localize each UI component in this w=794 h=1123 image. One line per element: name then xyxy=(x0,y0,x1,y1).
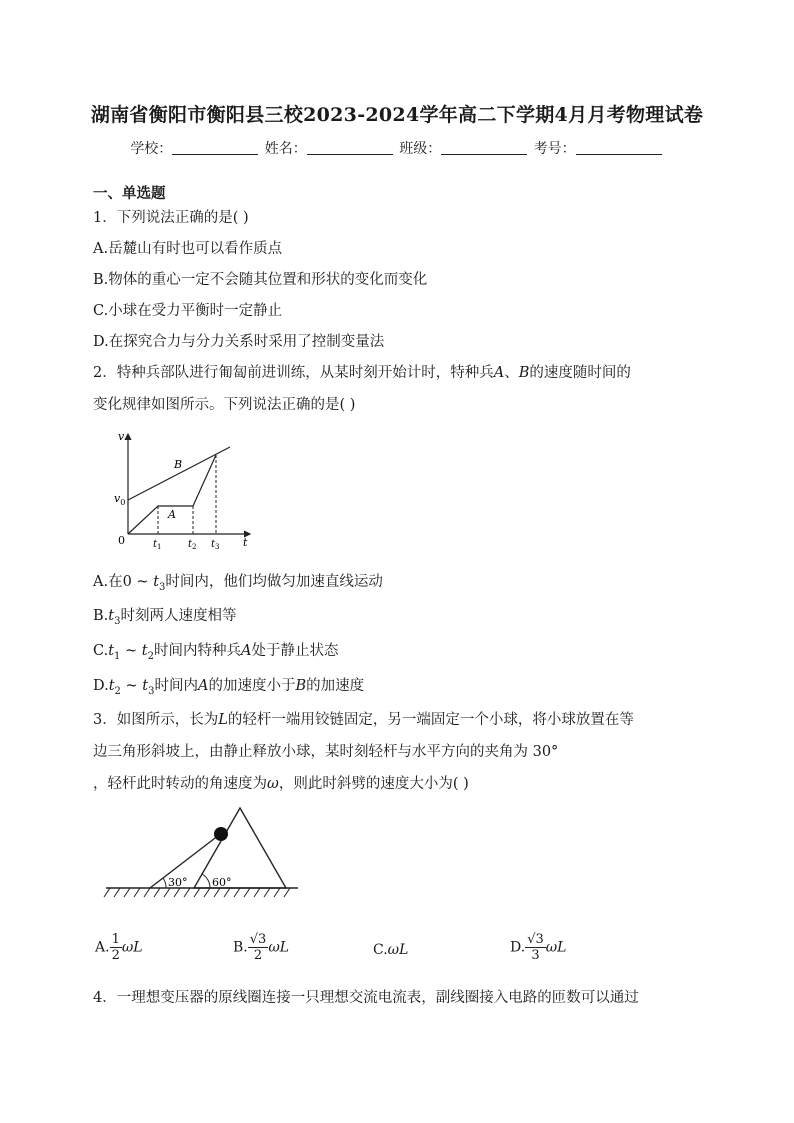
exam-number-label: 考号： xyxy=(533,141,576,157)
q3-option-a: A. $\frac{1}{2}$ ωL xyxy=(95,932,143,963)
q2-stem-var-a: A xyxy=(493,365,505,381)
angle-30-label: 30° xyxy=(168,876,188,889)
section-heading: 一、单选题 xyxy=(93,185,166,202)
q1-option-c: C.小球在受力平衡时一定静止 xyxy=(93,303,283,319)
small-ball xyxy=(214,827,228,841)
student-info-line xyxy=(0,138,794,158)
t-axis-label: t xyxy=(243,536,248,549)
t3-label: $t_3$ xyxy=(211,539,220,551)
angle-arc-30 xyxy=(163,878,166,888)
exam-title: 湖南省衡阳市衡阳县三校2023-2024学年高二下学期4月月考物理试卷 xyxy=(90,104,704,126)
line-a xyxy=(128,455,216,534)
incline-figure xyxy=(100,802,300,908)
q2-option-d: $D.t_2$ ~ $t_3$时间内A的加速度小于B的加速度 xyxy=(93,678,365,697)
angle-60-label: 60° xyxy=(212,876,232,889)
school-blank[interactable] xyxy=(172,140,258,155)
line-a-label: A xyxy=(168,508,176,521)
ground-hatch xyxy=(104,888,290,897)
t1-label: $t_1$ xyxy=(153,539,162,551)
triangle-incline xyxy=(194,808,286,888)
q3-option-b: B. $\frac{√3}{2}$ ωL xyxy=(233,932,290,963)
q1-option-b: B.物体的重心一定不会随其位置和形状的变化而变化 xyxy=(93,272,428,288)
name-label: 姓名： xyxy=(264,141,307,157)
q3-stem-line3: ，轻杆此时转动的角速度为ω，则此时斜劈的速度大小为( ) xyxy=(93,776,469,792)
q3-option-c: C.ωL xyxy=(373,942,409,958)
t2-label: $t_2$ xyxy=(188,539,197,551)
origin-label: 0 xyxy=(118,534,125,547)
q1-stem: 1．下列说法正确的是( ) xyxy=(93,210,249,226)
q2-option-b: $B.t_3$时刻两人速度相等 xyxy=(93,608,237,627)
school-label: 学校： xyxy=(130,141,173,157)
angle-arc-60 xyxy=(202,874,210,888)
v0-label: $v_0$ xyxy=(114,492,126,507)
q2-stem-line1 xyxy=(93,361,631,382)
q2-stem-line2: 变化规律如图所示。下列说法正确的是( ) xyxy=(93,397,356,413)
v-axis-label: v xyxy=(118,430,125,443)
q1-option-a: A.岳麓山有时也可以看作质点 xyxy=(93,241,283,257)
q2-stem-text-a: 2．特种兵部队进行匍匐前进训练，从某时刻开始计时，特种兵 xyxy=(93,365,494,381)
q2-stem-var-b: B xyxy=(518,365,530,381)
line-b xyxy=(128,447,230,500)
q1-option-d: D.在探究合力与分力关系时采用了控制变量法 xyxy=(93,334,385,350)
q3-stem-line2: 边三角形斜坡上，由静止释放小球，某时刻轻杆与水平方向的夹角为 30° xyxy=(93,744,559,760)
q2-stem-text-b: 的速度随时间的 xyxy=(529,365,631,381)
line-b-label: B xyxy=(174,458,183,471)
q3-stem-line1: 3．如图所示，长为L的轻杆一端用铰链固定，另一端固定一个小球，将小球放置在等 xyxy=(93,712,634,728)
name-blank[interactable] xyxy=(307,140,393,155)
exam-number-blank[interactable] xyxy=(576,140,662,155)
q3-option-d: D. $\frac{√3}{3}$ ωL xyxy=(510,932,567,963)
class-blank[interactable] xyxy=(441,140,527,155)
q2-option-c: $C.t_1$ ~ $t_2$时间内特种兵A处于静止状态 xyxy=(93,643,339,662)
q2-stem-sep: 、 xyxy=(504,365,519,381)
q4-stem-line1: 4．一理想变压器的原线圈连接一只理想交流电流表，副线圈接入电路的匝数可以通过 xyxy=(93,990,639,1006)
vt-graph xyxy=(110,428,260,552)
class-label: 班级： xyxy=(399,141,442,157)
q2-option-a: A.在0 ~ $t_3$时间内，他们均做匀加速直线运动 xyxy=(93,574,383,593)
